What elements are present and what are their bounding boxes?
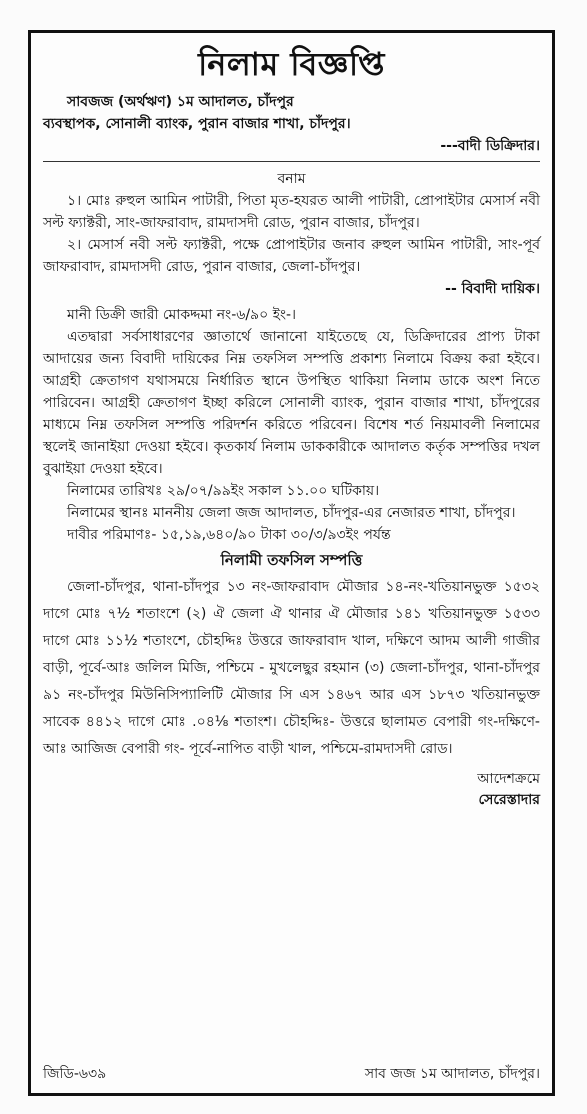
reference-number: জিডি-৬৩৯ [43,1066,107,1082]
schedule-section [43,574,540,763]
plaintiff-role: ---বাদী ডিক্রিদার। [440,138,540,154]
auction-place: নিলামের স্থানঃ মাননীয় জেলা জজ আদালত, চাঁদপুর-এর নেজারত শাখা, চাঁদপুর। [67,505,516,521]
plaintiff-name: ব্যবস্থাপক, সোনালী ব্যাংক, পুরান বাজার শাখা, চাঁদপুর। [43,116,351,132]
schedule-title: নিলামী তফসিল সম্পত্তি [220,551,363,569]
signature-block [43,769,540,811]
case-number: মানী ডিক্রী জারী মোকদ্দমা নং-৬/৯০ ইং-। [67,307,297,323]
auction-date: নিলামের তারিখঃ ২৯/০৭/৯৯ইং সকাল ১১.০০ ঘটিকায়। [67,483,380,499]
divider [43,161,540,162]
defendant-1: ১। মোঃ রুহুল আমিন পাটারী, পিতা মৃত-হযরত আলী পাটারী, প্রোপাইটার মেসার্স নবী সল্ট ফ্যাক্টরী, সাং-জাফরাবাদ, রামদাসদী রোড, পুরান বাজার, চাঁদপুর। [43,193,540,231]
court-name: সাবজজ (অর্থঋণ) ১ম আদালত, চাঁদপুর [67,94,294,110]
by-order-label: আদেশক্রমে [477,771,540,787]
signatory-office: সাব জজ ১ম আদালত, চাঁদপুর। [364,1066,540,1082]
claim-amount: দাবীর পরিমাণঃ- ১৫,১৯,৬৪০/৯০ টাকা ৩০/৩/৯৩ইং পর্যন্ত [67,527,391,543]
defendant-role: -- বিবাদী দায়িক। [445,281,540,297]
signatory-title: সেরেস্তাদার [478,792,540,808]
versus-label: বনাম [277,171,306,187]
schedule-text: জেলা-চাঁদপুর, থানা-চাঁদপুর ১৩ নং-জাফরাবাদ মৌজার ১৪-নং-খতিয়ানভুক্ত ১৫৩২ দাগে মোঃ ৭½ শতাংশে (২) ঐ জেলা ঐ থানার ঐ মৌজার ১৪১ খতিয়ানভুক্ত ১৫৩৩ দাগে মোঃ ১১½ শতাংশে, চৌহদ্দিঃ উত্তরে জাফরাবাদ খাল, দক্ষিণে আদম আলী গাজীর বাড়ী, পূর্বে-আঃ জলিল মিজি, পশ্চিমে - মুখলেছুর রহমান (৩) জেলা-চাঁদপুর, থানা-চাঁদপুর ৯১ নং-চাঁদপুর মিউনিসিপ্যালিটি মৌজার সি এস ১৪৬৭ আর এস ১৮৭৩ খতিয়ানভুক্ত সাবেক ৪৪১২ দাগে মোঃ .০৪⅛ শতাংশ। চৌহদ্দিঃ- উত্তরে ছালামত বেপারী গং-দক্ষিণে-আঃ আজিজ বেপারী গং- পূর্বে-নাপিত বাড়ী খাল, পশ্চিমে-রামদাসদী রোড। [43,579,540,757]
notice-title: নিলাম বিজ্ঞপ্তি [198,45,385,83]
defendant-2: ২। মেসার্স নবী সল্ট ফ্যাক্টরী, পক্ষে প্রোপাইটার জনাব রুহুল আমিন পাটারী, সাং-পূর্ব জাফরাবাদ, রামদাসদী রোড, পুরান বাজার, জেলা-চাঁদপুর। [43,237,540,275]
auction-notice [28,30,555,1096]
notice-body: এতদ্বারা সর্বসাধারণের জ্ঞাতার্থে জানানো যাইতেছে যে, ডিক্রিদারের প্রাপ্য টাকা আদায়ের জন্য বিবাদী দায়িকের নিম্ন তফসিল সম্পত্তি প্রকাশ্য নিলামে বিক্রয় করা হইবে। আগ্রহী ক্রেতাগণ যথাসময়ে নির্ধারিত স্থানে উপস্থিত থাকিয়া নিলাম ডাকে অংশ নিতে পারিবেন। আগ্রহী ক্রেতাগণ ইচ্ছা করিলে সোনালী ব্যাংক, পুরান বাজার শাখা, চাঁদপুরের মাধ্যমে নিম্ন তফসিল সম্পত্তি পরিদর্শন করিতে পরিবেন। বিশেষ শর্ত নিয়মাবলী নিলামের স্থলেই জানাইয়া দেওয়া হইবে। কৃতকার্য নিলাম ডাককারীকে আদালত কর্তৃক সম্পত্তির দখল বুঝাইয়া দেওয়া হইবে। [43,329,540,477]
